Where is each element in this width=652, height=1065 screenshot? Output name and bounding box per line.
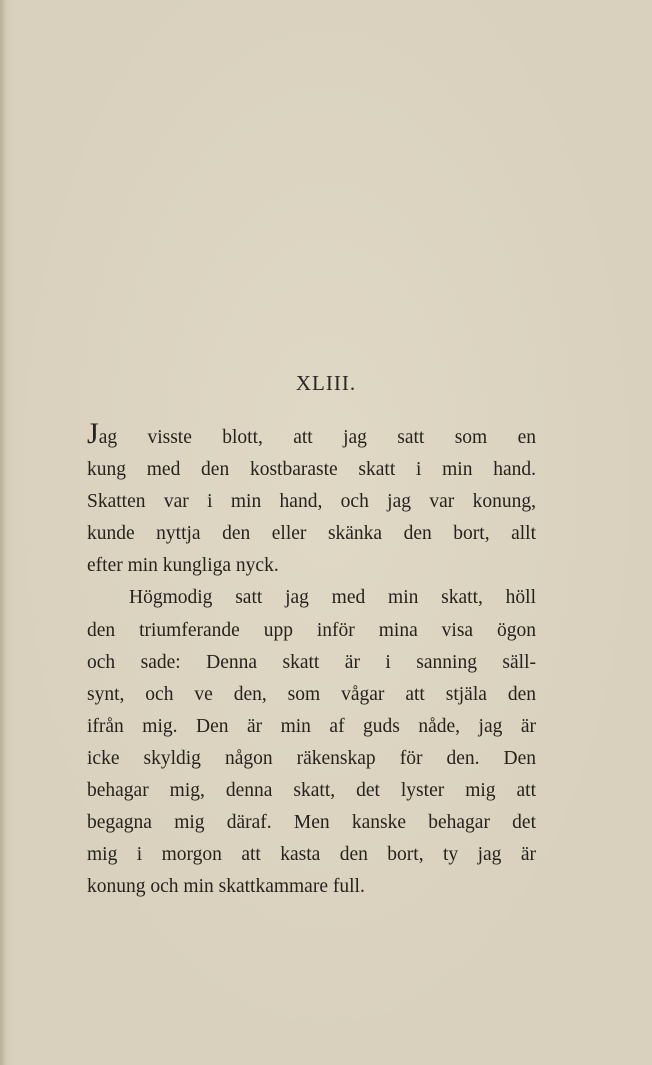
page-edge-shadow — [0, 0, 6, 1065]
chapter-heading: XLIII. — [295, 371, 357, 395]
drop-cap: J — [87, 417, 99, 450]
text-line: kung med den kostbaraste skatt i min hand. — [87, 459, 536, 481]
text-line: den triumferande upp inför mina visa ögon — [87, 619, 536, 641]
text-line: konung och min skattkammare full. — [87, 876, 365, 898]
text-line: Jag visste blott, att jag satt som en — [87, 417, 536, 450]
text-line: behagar mig, denna skatt, det lyster mig att — [87, 780, 536, 802]
text-line: Skatten var i min hand, och jag var konung, — [87, 491, 536, 513]
text-line: Högmodig satt jag med min skatt, höll — [129, 587, 536, 609]
body-text — [87, 417, 536, 903]
text-line: begagna mig däraf. Men kanske behagar det — [87, 812, 536, 834]
text-line: efter min kungliga nyck. — [87, 555, 279, 577]
text-line: kunde nyttja den eller skänka den bort, allt — [87, 523, 536, 545]
text-line: mig i morgon att kasta den bort, ty jag är — [87, 844, 536, 866]
text-line: ifrån mig. Den är min af guds nåde, jag är — [87, 715, 536, 737]
text-line: och sade: Denna skatt är i sanning säll- — [87, 651, 536, 673]
text-line: icke skyldig någon räkenskap för den. Den — [87, 747, 536, 769]
text-line: synt, och ve den, som vågar att stjäla den — [87, 683, 536, 705]
